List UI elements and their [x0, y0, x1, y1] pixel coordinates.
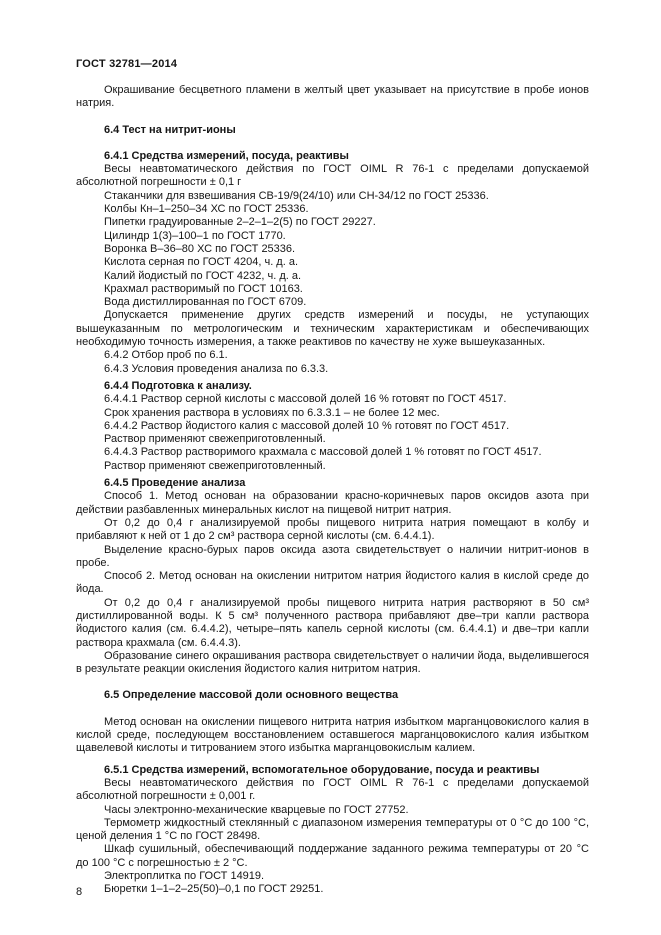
body-paragraph: Весы неавтоматического действия по ГОСТ OIML R 76-1 с пределами допускаемой абсолютной погрешности ± 0,1 г	[76, 163, 589, 189]
body-paragraph: 6.4.2 Отбор проб по 6.1.	[104, 349, 228, 362]
body-paragraph: Крахмал растворимый по ГОСТ 10163.	[104, 282, 303, 295]
body-paragraph: Раствор применяют свежеприготовленный.	[104, 433, 326, 446]
page-number: 8	[76, 886, 83, 898]
body-paragraph: Шкаф сушильный, обеспечивающий поддержание заданного режима температуры от 20 °С до 100 °С с погрешностью ± 2 °С.	[76, 843, 589, 869]
body-paragraph: Электроплитка по ГОСТ 14919.	[104, 870, 265, 883]
body-paragraph: Воронка В–36–80 ХС по ГОСТ 25336.	[104, 242, 296, 255]
body-paragraph: Пипетки градуированные 2–2–1–2(5) по ГОСТ 29227.	[104, 216, 376, 229]
section-heading: 6.4.5 Проведение анализа	[104, 477, 246, 490]
body-paragraph: Цилиндр 1(3)–100–1 по ГОСТ 1770.	[104, 229, 286, 242]
document-content	[76, 84, 589, 897]
section-heading: 6.4.4 Подготовка к анализу.	[104, 379, 252, 392]
body-paragraph: Кислота серная по ГОСТ 4204, ч. д. а.	[104, 256, 299, 269]
body-paragraph: От 0,2 до 0,4 г анализируемой пробы пищевого нитрита натрия помещают в колбу и прибавляют к ней от 1 до 2 см³ раствора серной кислоты (см. 6.4.4.1).	[76, 516, 589, 543]
body-paragraph: 6.4.4.1 Раствор серной кислоты с массовой долей 16 % готовят по ГОСТ 4517.	[104, 393, 507, 406]
body-paragraph: Термометр жидкостный стеклянный с диапазоном измерения температуры от 0 °С до 100 °С, ценой деления 1 °С по ГОСТ 28498.	[76, 816, 589, 843]
body-paragraph: Часы электронно-механические кварцевые по ГОСТ 27752.	[104, 803, 409, 816]
body-paragraph: Бюретки 1–1–2–25(50)–0,1 по ГОСТ 29251.	[104, 883, 324, 896]
body-paragraph: Калий йодистый по ГОСТ 4232, ч. д. а.	[104, 269, 302, 282]
section-heading: 6.4.1 Средства измерений, посуда, реактивы	[104, 149, 349, 162]
body-paragraph: Образование синего окрашивания раствора свидетельствует о наличии йода, выделившегося в результате реакции окисления йодистого калия нитритом натрия.	[76, 649, 589, 676]
section-heading: 6.5.1 Средства измерений, вспомогательное оборудование, посуда и реактивы	[104, 763, 540, 776]
body-paragraph: Весы неавтоматического действия по ГОСТ OIML R 76-1 с пределами допускаемой абсолютной погрешности ± 0,001 г.	[76, 776, 589, 803]
body-paragraph: Допускается применение других средств измерений и посуды, не уступающих вышеуказанным по метрологическим и техническим характеристикам и обеспечивающих необходимую точность измерения, а также реактивов по качеству не хуже вышеуказанных.	[76, 309, 589, 349]
document-header: ГОСТ 32781—2014	[76, 58, 178, 70]
body-paragraph: Способ 2. Метод основан на окислении нитритом натрия йодистого калия в кислой среде до йода.	[76, 570, 589, 596]
body-paragraph: Раствор применяют свежеприготовленный.	[104, 459, 326, 472]
body-paragraph: Способ 1. Метод основан на образовании красно-коричневых паров оксидов азота при действии разбавленных минеральных кислот на пищевой нитрит натрия.	[76, 490, 589, 516]
body-paragraph: 6.4.3 Условия проведения анализа по 6.3.3.	[104, 362, 329, 375]
body-paragraph: Метод основан на окислении пищевого нитрита натрия избытком марганцовокислого калия в кислой среде, последующем восстановлением оставшегося марганцовокислого калия избытком щавелевой кислоты и титрованием этого избытка марганцовокислым калием.	[76, 715, 589, 755]
body-paragraph: Стаканчики для взвешивания СВ-19/9(24/10) или СН-34/12 по ГОСТ 25336.	[104, 189, 489, 202]
section-heading: 6.5 Определение массовой доли основного вещества	[104, 689, 399, 702]
body-paragraph: От 0,2 до 0,4 г анализируемой пробы пищевого нитрита натрия растворяют в 50 см³ дистиллированной воды. К 5 см³ полученного раствора прибавляют две–три капли раствора йодистого калия (см. 6.4.4.2), четыре–пять капель серной кислоты (см. 6.4.4.1) и две–три капли раствора крахмала (см. 6.4.4.3).	[76, 596, 589, 649]
body-paragraph: Выделение красно-бурых паров оксида азота свидетельствует о наличии нитрит-ионов в пробе.	[76, 543, 589, 569]
body-paragraph: Окрашивание бесцветного пламени в желтый цвет указывает на присутствие в пробе ионов натрия.	[76, 84, 589, 110]
body-paragraph: Вода дистиллированная по ГОСТ 6709.	[104, 296, 307, 309]
body-paragraph: Срок хранения раствора в условиях по 6.3.3.1 – не более 12 мес.	[104, 406, 440, 419]
body-paragraph: Колбы Кн–1–250–34 ХС по ГОСТ 25336.	[104, 203, 309, 216]
section-heading: 6.4 Тест на нитрит-ионы	[104, 123, 236, 136]
body-paragraph: 6.4.4.2 Раствор йодистого калия с массовой долей 10 % готовят по ГОСТ 4517.	[104, 419, 510, 432]
body-paragraph: 6.4.4.3 Раствор растворимого крахмала с массовой долей 1 % готовят по ГОСТ 4517.	[104, 446, 542, 459]
